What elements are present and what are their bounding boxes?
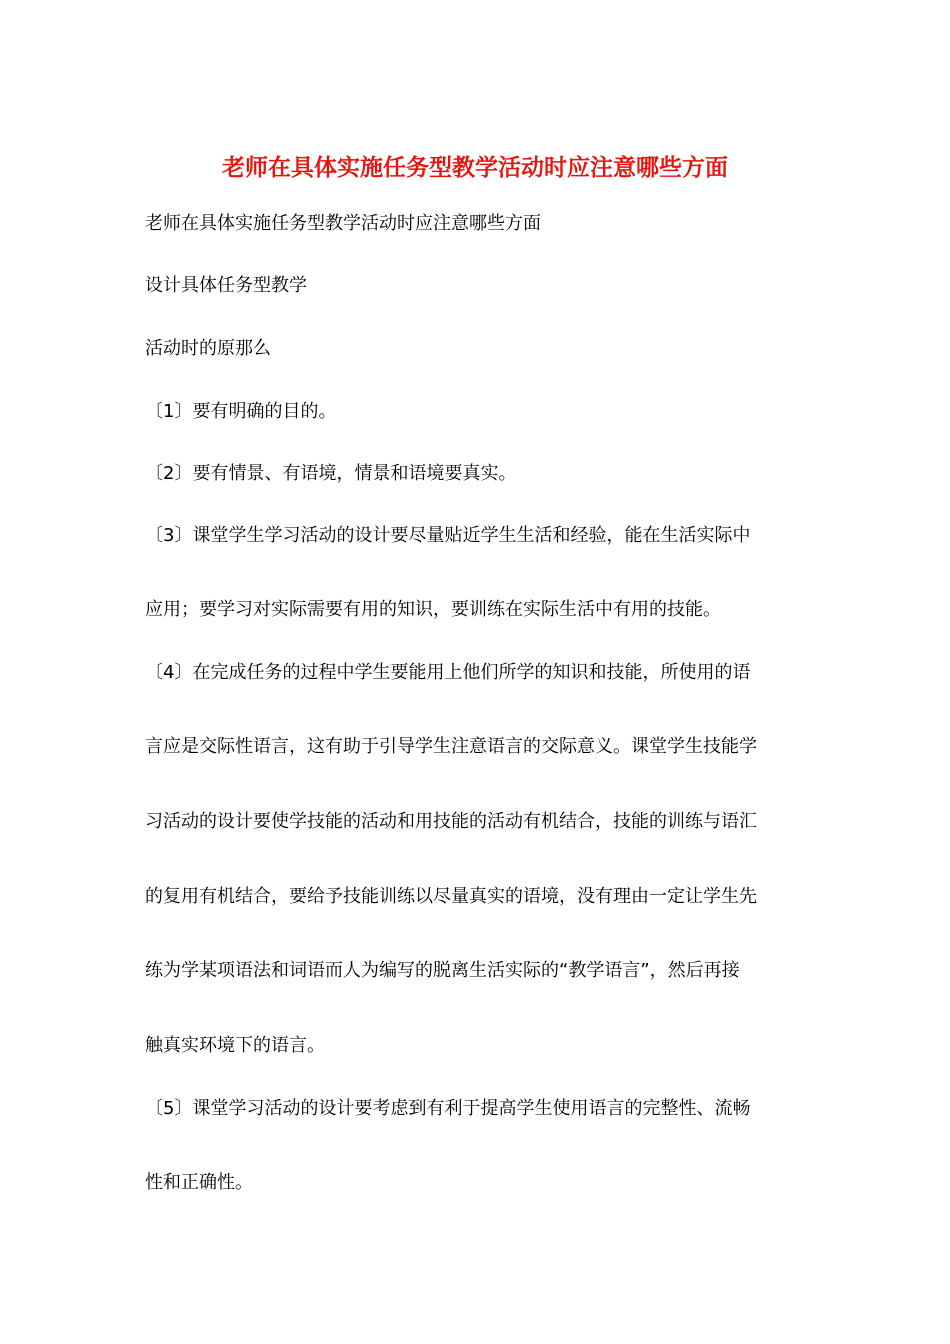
- list-item-2: 〔2〕要有情景、有语境，情景和语境要真实。: [145, 463, 517, 484]
- list-item-4-cont: 习活动的设计要使学技能的活动和用技能的活动有机结合，技能的训练与语汇: [145, 811, 757, 832]
- list-item-4-cont: 言应是交际性语言，这有助于引导学生注意语言的交际意义。课堂学生技能学: [145, 736, 757, 757]
- list-item-1: 〔1〕要有明确的目的。: [145, 401, 337, 422]
- document-title: 老师在具体实施任务型教学活动时应注意哪些方面: [222, 154, 728, 181]
- list-item-4-cont: 触真实环境下的语言。: [145, 1035, 325, 1056]
- list-item-3-cont: 应用；要学习对实际需要有用的知识，要训练在实际生活中有用的技能。: [145, 599, 721, 620]
- list-item-5: 〔5〕课堂学习活动的设计要考虑到有利于提高学生使用语言的完整性、流畅: [145, 1098, 751, 1119]
- list-item-5-cont: 性和正确性。: [145, 1172, 253, 1193]
- list-item-4: 〔4〕在完成任务的过程中学生要能用上他们所学的知识和技能，所使用的语: [145, 662, 751, 683]
- subtitle-line: 老师在具体实施任务型教学活动时应注意哪些方面: [145, 213, 541, 234]
- body-line: 设计具体任务型教学: [145, 275, 307, 296]
- list-item-4-cont: 的复用有机结合，要给予技能训练以尽量真实的语境，没有理由一定让学生先: [145, 886, 757, 907]
- body-line: 活动时的原那么: [145, 338, 271, 359]
- list-item-4-cont: 练为学某项语法和词语而人为编写的脱离生活实际的“教学语言”，然后再接: [145, 960, 740, 981]
- list-item-3: 〔3〕课堂学生学习活动的设计要尽量贴近学生生活和经验，能在生活实际中: [145, 525, 751, 546]
